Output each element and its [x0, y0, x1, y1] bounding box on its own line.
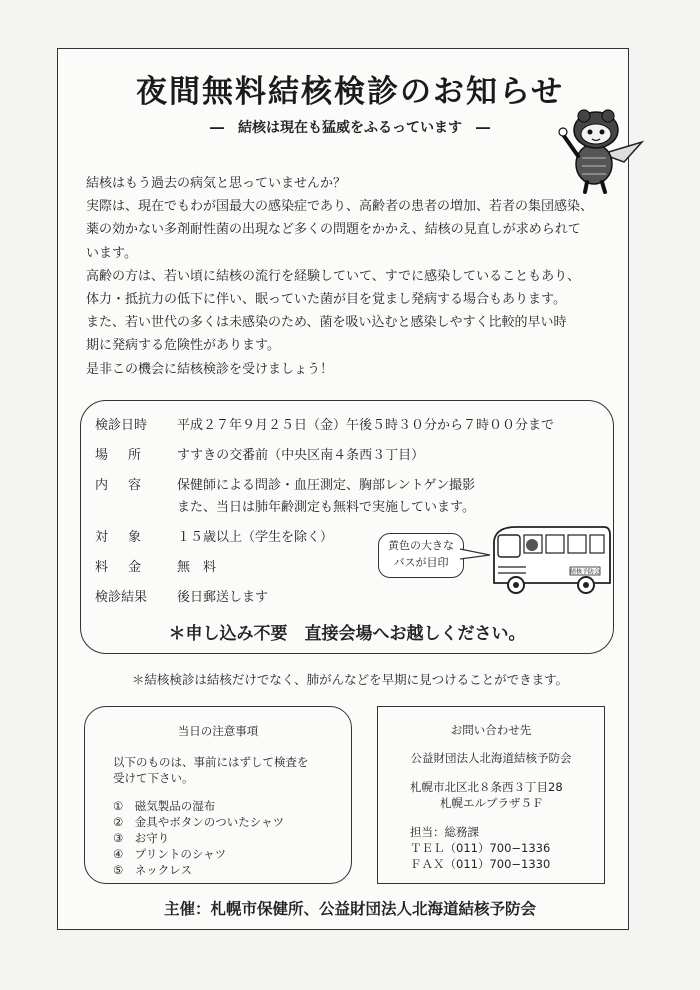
benefit-note: ＊結核検診は結核だけでなく、肺がんなどを早期に見つけることができます。: [131, 672, 569, 687]
page-title: 夜間無料結核検診のお知らせ: [135, 74, 565, 110]
list-item: ① 磁気製品の湿布: [113, 799, 216, 813]
organizer-line: 主催：札幌市保健所、公益財団法人北海道結核予防会: [163, 900, 536, 918]
callout-line-2: バスが目印: [393, 556, 449, 569]
callout-line-1: 黄色の大きな: [388, 539, 454, 552]
list-item: ⑤ ネックレス: [113, 863, 192, 877]
fee-value: 無 料: [177, 560, 217, 575]
detail-row-date: [95, 414, 554, 433]
contact-address-1: 札幌市北区北８条西３丁目28: [410, 780, 563, 794]
result-value: 後日郵送します: [177, 590, 269, 605]
detail-row-fee: [95, 556, 216, 575]
no-booking-note: ＊申し込み不要 直接会場へお越しください。: [168, 624, 526, 644]
contact-heading: お問い合わせ先: [450, 723, 532, 737]
intro-line: 是非この機会に結核検診を受けましょう！: [86, 361, 334, 377]
target-label: 対象: [95, 530, 162, 545]
detail-row-target: [95, 526, 333, 545]
contact-org: 公益財団法人北海道結核予防会: [410, 751, 572, 765]
content-value: 保健師による問診・血圧測定、胸部レントゲン撮影: [177, 478, 476, 493]
result-label: 検診結果: [95, 590, 148, 605]
contact-address-2: 札幌エルプラザ５Ｆ: [440, 796, 544, 810]
intro-line: また、若い世代の多くは未感染のため、菌を吸い込むと感染しやすく比較的早い時: [86, 315, 567, 331]
list-item: ② 金具やボタンのついたシャツ: [113, 815, 285, 829]
contact-tel: ＴＥＬ（011）700−1336: [410, 841, 551, 855]
detail-row-result: [95, 586, 268, 605]
target-value: １５歳以上（学生を除く）: [177, 530, 334, 545]
precautions-box: [84, 706, 352, 884]
intro-line: 薬の効かない多剤耐性菌の出現など多くの問題をかかえ、結核の見直しが求められて: [86, 222, 581, 238]
intro-line: います。: [86, 245, 137, 261]
intro-text: [86, 172, 634, 381]
precautions-instruction-2: 受けて下さい。: [113, 771, 194, 785]
intro-line: 高齢の方は、若い頃に結核の流行を経験していて、すでに感染していることもあり、: [86, 268, 581, 284]
intro-line: 期に発病する危険性があります。: [86, 338, 280, 354]
page-subtitle: ― 結核は現在も猛威をふるっています ―: [210, 120, 490, 136]
date-value: 平成２７年９月２５日（金）午後５時３０分から７時００分まで: [177, 418, 555, 433]
bus-callout: [378, 533, 464, 578]
detail-row-content: [95, 474, 475, 493]
list-item: ③ お守り: [113, 831, 170, 845]
bus-illustration: [486, 521, 614, 601]
contact-box: [377, 706, 605, 884]
place-value: すすきの交番前（中央区南４条西３丁目）: [177, 448, 425, 463]
precautions-instruction-1: 以下のものは、事前にはずして検査を: [113, 755, 309, 769]
precautions-heading: 当日の注意事項: [177, 724, 259, 738]
intro-line: 実際は、現在でもわが国最大の感染症であり、高齢者の患者の増加、若者の集団感染、: [86, 199, 594, 215]
content-label: 内容: [95, 478, 162, 493]
bus-sign: 結核予防会: [569, 568, 601, 576]
contact-dept: 担当：総務課: [410, 825, 479, 839]
list-item: ④ プリントのシャツ: [113, 847, 227, 861]
place-label: 場所: [95, 448, 162, 463]
intro-line: 体力・抵抗力の低下に伴い、眠っていた菌が目を覚まし発病する場合もあります。: [86, 292, 566, 308]
content-value-2: また、当日は肺年齢測定も無料で実施しています。: [177, 500, 475, 515]
contact-fax: ＦＡＸ（011）700−1330: [410, 857, 551, 871]
date-label: 検診日時: [95, 418, 148, 433]
fee-label: 料金: [95, 560, 162, 575]
intro-line: 結核はもう過去の病気と思っていませんか？: [86, 176, 347, 191]
detail-row-place: [95, 444, 424, 463]
detail-row-content-2: [177, 496, 475, 515]
